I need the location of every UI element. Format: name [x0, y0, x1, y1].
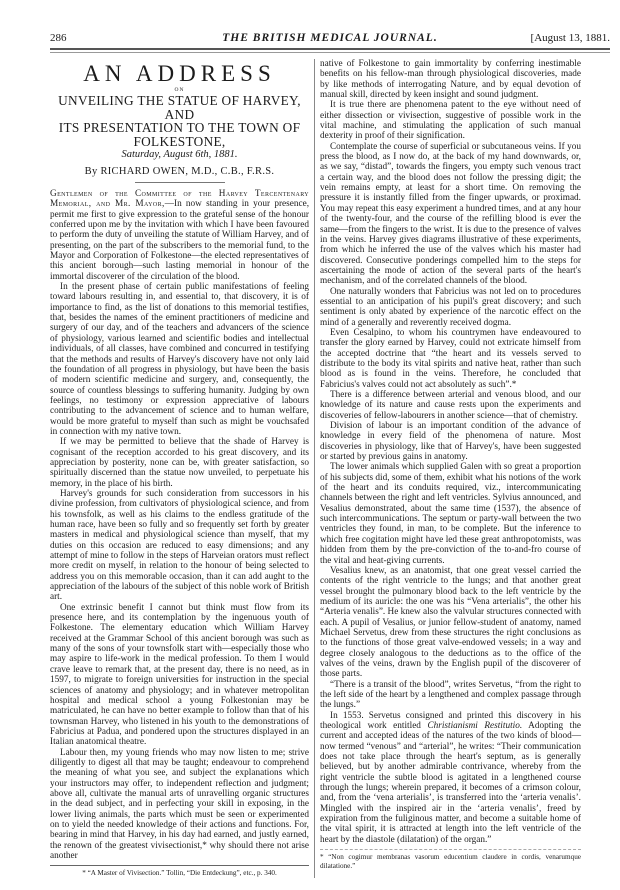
paragraph [320, 711, 581, 845]
subtitle-line: UNVEILING THE STATUE OF HARVEY, AND [58, 93, 301, 122]
paragraph: Division of labour is an important condition of the advance of knowledge in every field of the phenomena of nature. Most discoveries in physiology, like that of Harvey's, have been suggested or started by previous gains in anatomy. [320, 421, 581, 463]
paragraph: There is a difference between arterial and venous blood, and our knowledge of its nature and cause rests upon the experiments and discoveries of fellow-labourers in another science—that of chemistry. [320, 390, 581, 421]
book-title: Christianismi Restitutio. [427, 721, 523, 731]
paragraph-text: Adopting the current and accepted ideas of the natures of the two kinds of blood—now termed “venous” and “arterial”, he writes: “Their communication does not take place through the heart's septum, as is generally believed, but by another admirable contrivance, whereby from the right ventricle the subtle blood is agitated in a lengthened course through the lungs; wherein prepared, it becomes of a crimson colour, and, from the ‘vena arterialis’, is transferred into the ‘arteria venalis’. Mingled with the inspired air in the ‘arteria venalis’, freed by expiration from the fuliginous matter, and become a suitable home of the vital spirit, it is attracted at length into the left ventricle of the heart by the diastole (dilatation) of the organ.” [320, 721, 581, 845]
footnote-right: * “Non cogimur membranas vasorum educentium claudere in cordis, venarumque dilatatione.” [320, 849, 581, 870]
page-number: 286 [50, 32, 67, 44]
article-title: AN ADDRESS [83, 61, 276, 86]
paragraph: Labour then, my young friends who may now listen to me; strive diligently to digest all that may be taught; endeavour to comprehend the meaning of what you see, and subject the explanations which your instructors may offer, to independent reflection and judgment; above all, cultivate the manual arts of unravelling organic structures in the dead subject, and in perfecting your skill in exposing, in the lower living animals, the parts which must be seen or experimented on to yield the needed knowledge of their actions and functions. For, bearing in mind that Harvey, in his day had earned, and justly earned, the renown of the greatest vivisectionist,* why should there not arise another [50, 747, 309, 861]
paragraph: If we may be permitted to believe that the shade of Harvey is cognisant of the reception accorded to his great discovery, and its appreciation by posterity, none can be, with greater satisfaction, so spiritually discerned than the statue now unveiled, to perpetuate his memory, in the place of his birth. [50, 437, 309, 489]
left-column [50, 59, 315, 878]
paragraph-text: —In now standing in your presence, permit me first to give expression to the grateful sense of the honour conferred upon me by the invitation with which I have been favoured to perform the duty of unveiling the statute of William Harvey, and of presenting, on the part of the subscribers to the memorial fund, to the Mayor and Corporation of Folkestone—the elected representatives of this ancient borough—such lasting memorial in honour of the immortal discoverer of the circulation of the blood. [50, 199, 310, 282]
title-on: ON [174, 87, 185, 93]
paragraph: Even Cesalpino, to whom his countrymen have endeavoured to transfer the glory earned by Harvey, could not extricate himself from the accepted doctrine that “the heart and its vessels served to distribute to the body its vital spirits and native heat, rather than such blood as is found in the veins. Therefore, he concluded that Fabricius's valves could not act absolutely as such”.* [320, 327, 581, 390]
salutation: Gentlemen of the Committee of the Harvey Tercentenary Memorial, and Mr. Mayor, [50, 189, 309, 210]
paragraph-text: In 1553. Servetus consigned and printed this discovery in his theological work entitled [320, 710, 581, 731]
issue-date: [August 13, 1881. [530, 32, 610, 44]
subtitle-line: FOLKESTONE, [133, 133, 226, 149]
columns [50, 0, 581, 890]
paragraph: Harvey's grounds for such consideration from successors in his divine profession, from cultivators of physiological science, and from his townsfolk, as well as his claims to the endless gratitude of the human race, have been so fully and so frequently set forth by greater masters in medical and physiological science than myself, that my duties on this occasion are reduced to easy dimensions; and any attempt of mine to follow in the steps of Harveian orators must reflect more credit on myself, in relation to the honour of being selected to address you on this memorable occasion, than it can add aught to the appreciation of the labours of the subject of this noble work of British art. [50, 488, 309, 603]
byline: By RICHARD OWEN, M.D., C.B., F.R.S. [84, 166, 275, 177]
paragraph: In the present phase of certain public manifestations of feeling toward labours resulting in, and essential to, that discovery, it is of importance to find, as the list of donations to this memorial testifies, that, besides the names of the eminent practitioners of medicine and surgery of our day, and of the teachers and advancers of the science of physiology, various learned and scientific bodies and intellectual individuals, of all classes, have combined and concurred in testifying that the methods and results of Harvey's discovery have not only laid the foundation of all progress in physiology, but have been the basis of modern scientific medicine and surgery, and, consequently, the source of countless blessings to suffering humanity. Judging by own feelings, no testimony or expression appreciative of labours contributing to the advancement of science and to human welfare, would be more grateful to myself than such as might be vouchsafed in connection with my native town. [50, 282, 309, 437]
right-column [315, 59, 581, 870]
paragraph [50, 189, 309, 282]
paragraph: One naturally wonders that Fabricius was not led on to procedures essential to an anticipation of his pupil's great discovery; and such sentiment is only abated by experience of the narcotic effect on the mind of a generally and reverently received dogma. [320, 286, 581, 328]
paragraph: native of Folkestone to gain immortality by conferring inestimable benefits on his fellow-man through physiological discoveries, made by like methods of interrogating Nature, and by equal devotion of manual skill, directed by keen insight and sound judgment. [320, 59, 581, 101]
subtitle-line: ITS PRESENTATION TO THE TOWN OF [58, 120, 301, 135]
paragraph: It is true there are phenomena patent to the eye without need of either dissection or vivisection, suggestive of possible work in the vital machine, and stimulating the application of such manual dexterity in proof of their signification. [320, 100, 581, 142]
journal-title: THE BRITISH MEDICAL JOURNAL. [222, 32, 438, 44]
paragraph: The lower animals which supplied Galen with so great a proportion of his subjects did, some of them, exhibit what his notions of the work of the heart and its conduits required, viz., intercommunicating channels between the right and left ventricles. Sylvius announced, and Vesalius demonstrated, about the same time (1537), the absence of such intercommunications. The septum or party-wall between the two ventricles they found, in man, to be complete. But the inference to which free cogitation might have led these great anthropotomists, was hidden from them by the pre-conviction of the to-and-fro course of the vital and heat-giving currents. [320, 462, 581, 566]
paragraph: “There is a transit of the blood”, writes Servetus, “from the right to the left side of the heart by a lengthened and complex passage through the lungs.” [320, 679, 581, 711]
title-rule [135, 182, 225, 183]
footnote-left: * “A Master of Vivisection.” Tollin, “Die Entdeckung”, etc., p. 340. [50, 865, 309, 877]
paragraph: One extrinsic benefit I cannot but think must flow from its presence here, and its contemplation by the ingenuous youth of Folkestone. The elementary education which William Harvey received at the Grammar School of this ancient borough was such as many of the sons of your townsfolk start with—especially those who may aspire to life-work in the medical profession. To them I would crave leave to remark that, at the present day, there is no need, as in 1597, to migrate to foreign universities for instruction in the special sciences of anatomy and physiology; and in whatever metropolitan hospital and medical school a young Folkestonian may be matriculated, he can have no better example to follow than that of his townsman Harvey, who listened in his youth to the demonstrations of Fabricius at Padua, and pondered upon the structures displayed in an Italian anatomical theatre. [50, 602, 309, 748]
date-line: Saturday, August 6th, 1881. [121, 149, 238, 160]
paragraph: Contemplate the course of superficial or subcutaneous veins. If you press the blood, as I now do, at the back of my hand downwards, or, as we say, “distad”, towards the fingers, you empty such venous tract a certain way, and the blood does not follow the pressing digit; the vein remains empty, at least for a short time. On removing the pressure it is instantly filled from the finger upwards, or proximad. You may repeat this easy experiment a hundred times, and at any hour of the twenty-four, and the course of the refilling blood is ever the same—from the fingers to the wrist. It is due to the presence of valves in the veins. Harvey gives diagrams illustrative of these experiments, from which he inferred the use of the valves which his master had discovered. Consecutive ponderings compelled him to the steps for ascertaining the mode of action of the several parts of the heart's mechanism, and of the correlated channels of the blood. [320, 141, 581, 287]
paragraph: Vesalius knew, as an anatomist, that one great vessel carried the contents of the right ventricle to the lungs; and that another great vessel brought the pulmonary blood back to the left ventricle by the medium of its auricle: the one was his “Vena arterialis”, the other his “Arteria venalis”. He knew also the valvular structures connected with each. A pupil of Vesalius, or junior fellow-student of anatomy, named Michael Servetus, drew from these structures the right conclusions as to the functions of those great valve-endowed vessels; in a way and degree closely analogous to the deductions as to the office of the valves of the veins, drawn by the English pupil of the discoverer of those parts. [320, 565, 581, 680]
